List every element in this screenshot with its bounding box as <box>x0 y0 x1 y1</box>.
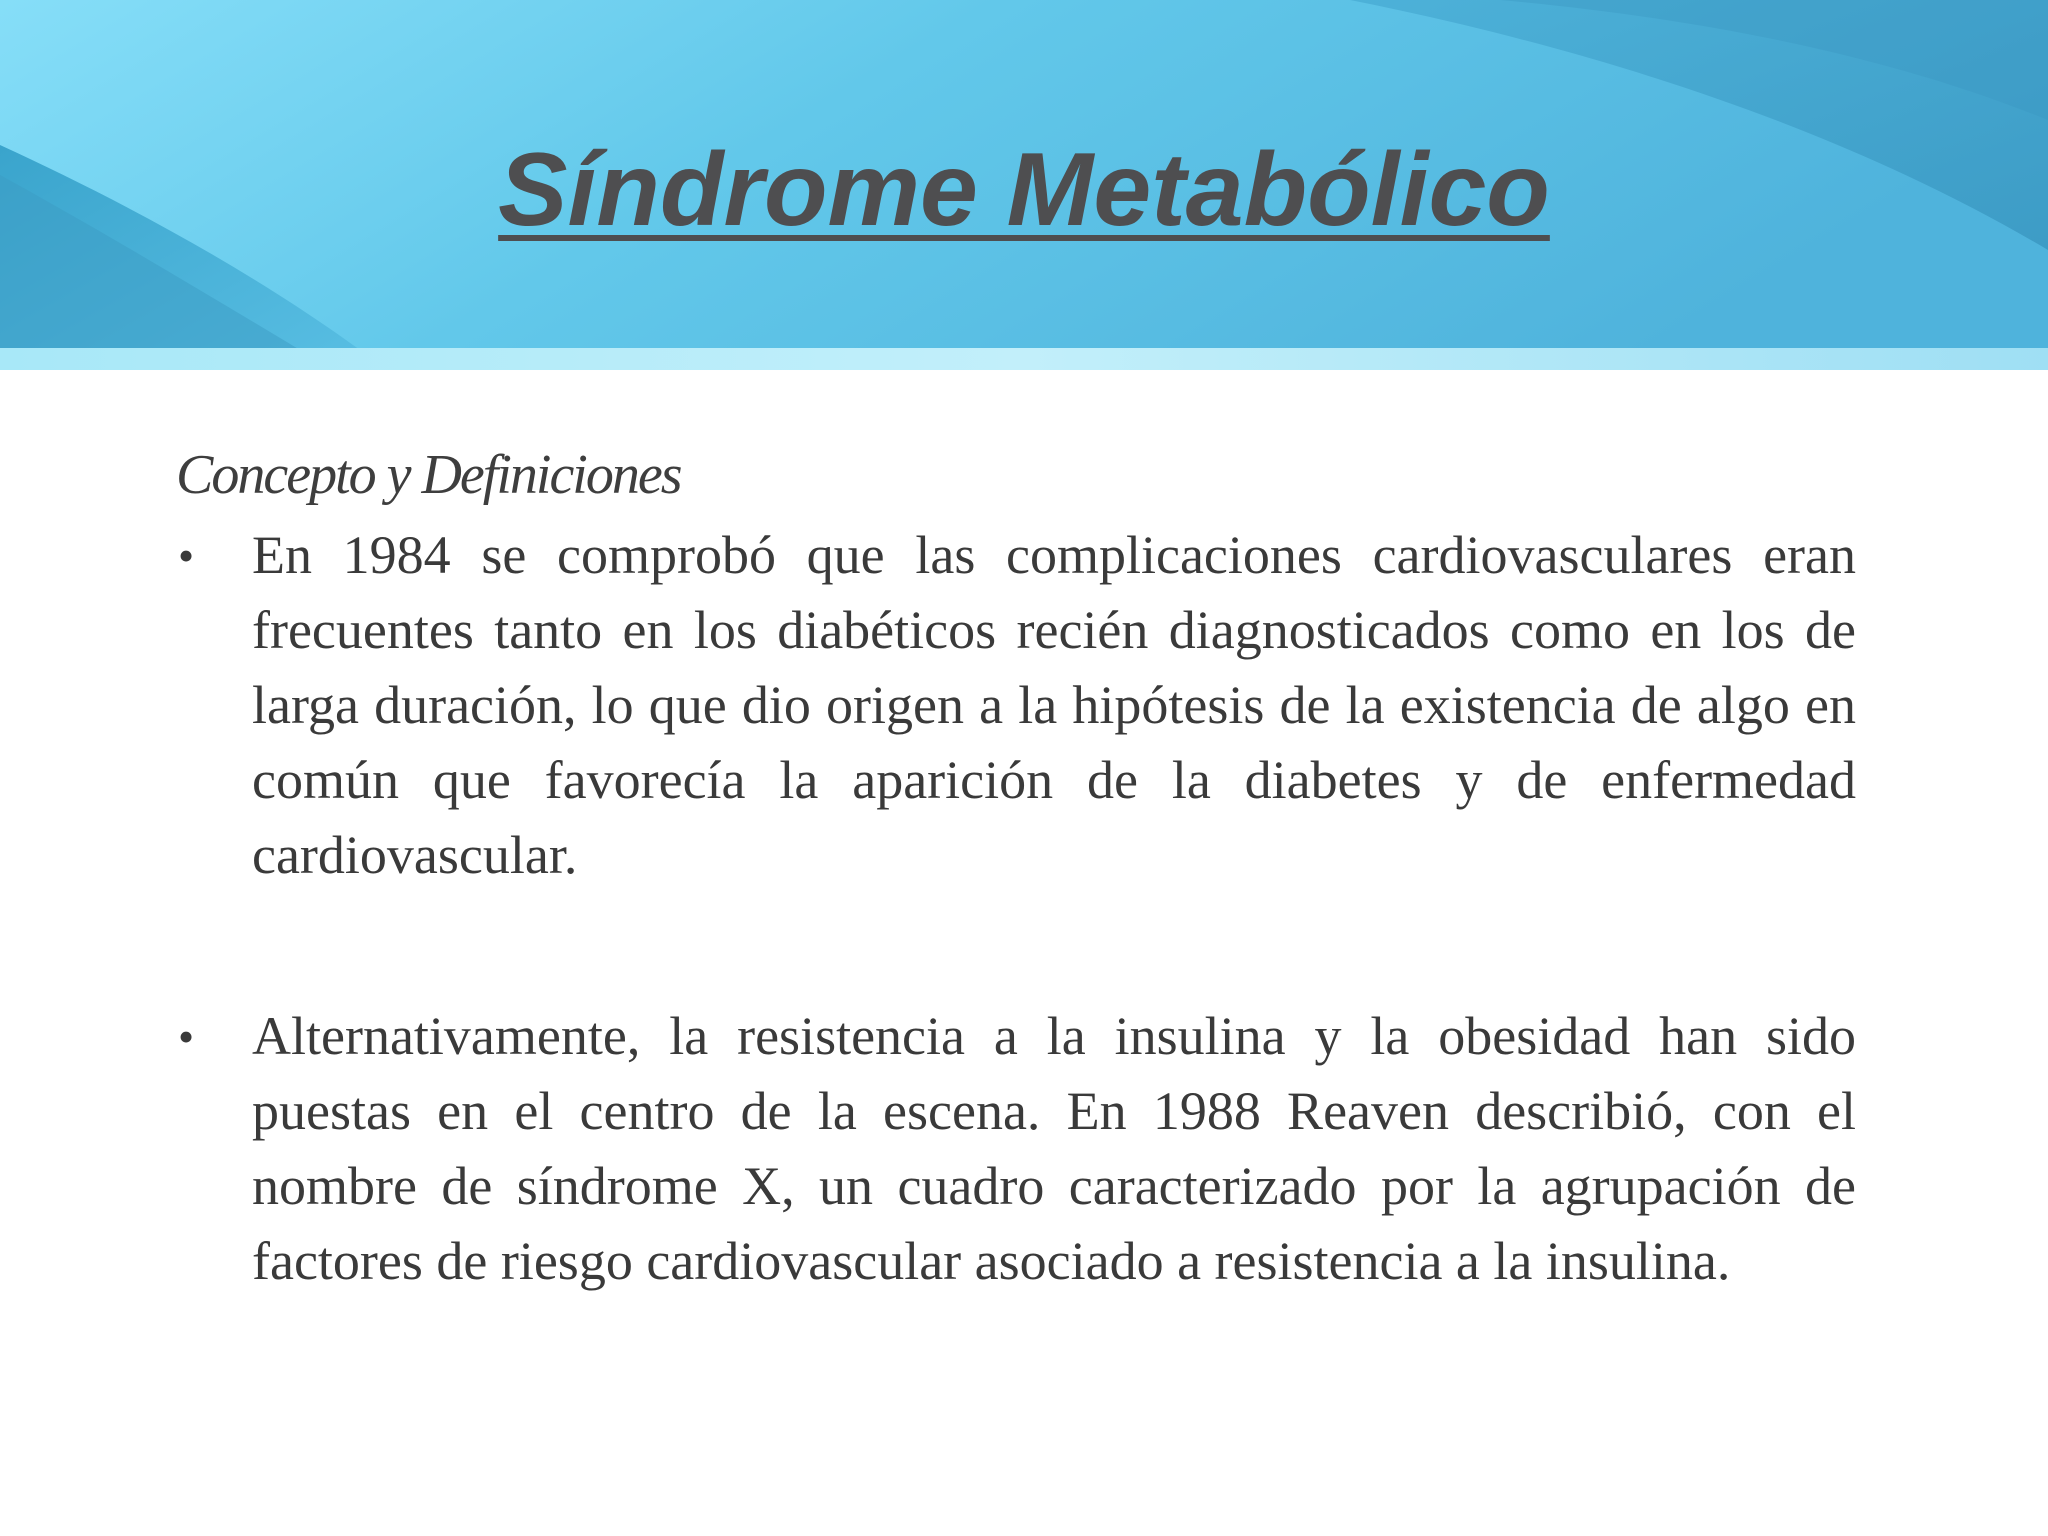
slide-title <box>0 128 2048 253</box>
bullet-text: Alternativamente, la resistencia a la insulina y la obesidad han sido puestas en el centro de la escena. En 1988 Reaven describió, con el nombre de síndrome X, un cuadro caracterizado por la agrupación de factores de riesgo cardiovascular asociado a resistencia a la insulina. <box>252 1006 1856 1291</box>
bullet-point-icon: • <box>178 1011 195 1062</box>
slide-title-text: Síndrome Metabólico <box>498 132 1550 248</box>
slide-content <box>176 440 1856 1299</box>
bullet-item <box>176 999 1856 1299</box>
bullet-item <box>176 518 1856 893</box>
bullet-point-icon: • <box>178 530 195 581</box>
bullet-text: En 1984 se comprobó que las complicaciones cardiovasculares eran frecuentes tanto en los diabéticos recién diagnosticados como en los de larga duración, lo que dio origen a la hipótesis de la existencia de algo en común que favorecía la aparición de la diabetes y de enfermedad cardiovascular. <box>252 525 1856 885</box>
section-heading: Concepto y Definiciones <box>176 444 681 506</box>
bullet-list <box>176 518 1856 1299</box>
